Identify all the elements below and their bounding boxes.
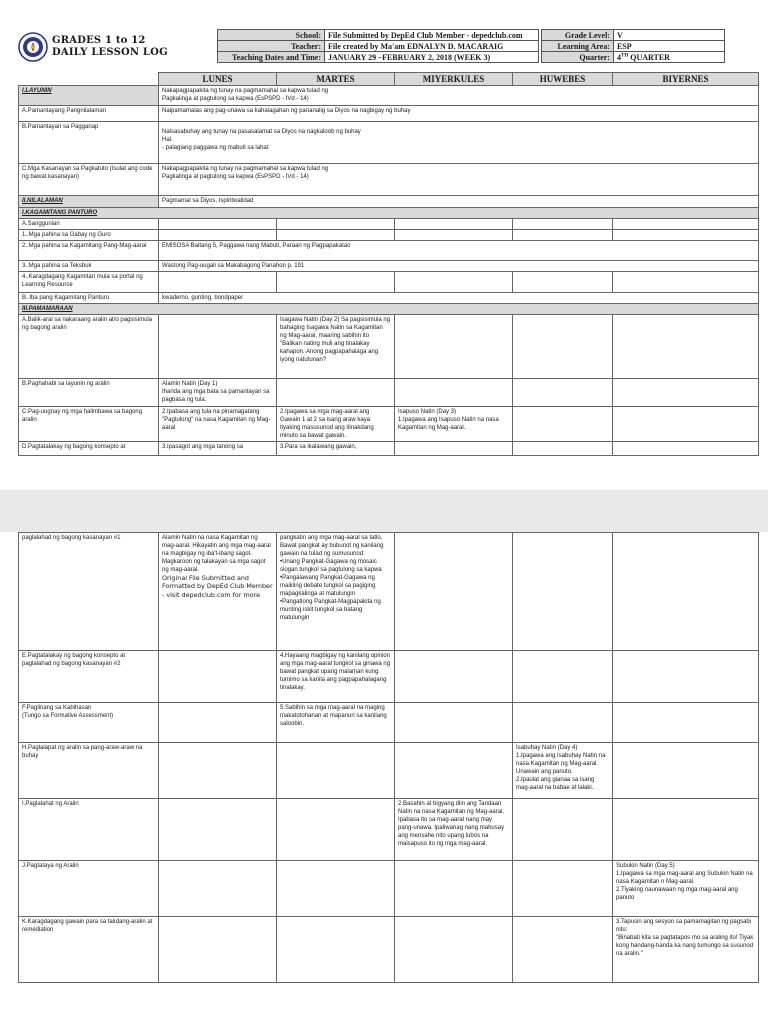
table-row <box>19 219 759 230</box>
pamantayan-sa-pagganap-text: Naisasabuhay ang tunay na pasasalamat sa Diyos na nagkaloob ng buhay Hal. - palagiang paggawa ng mabuti sa lahat <box>159 122 759 164</box>
pagtatalakay-1-lunes: 3.Ipasagot ang mga tanong sa <box>159 442 277 456</box>
pagtatalakay-2-martes: 4.Hayaang magbigay ng kanilang opinion ang mga mag-aaral tungkol sa ginawa ng bawat pangkat upang malaman kung tumimo sa kanila ang pagpapahalagang tinalakay. <box>277 651 395 703</box>
nilalaman-text: Pagmamal sa Diyos, Ispiritwalidad <box>159 196 759 208</box>
sponsor-notice: Original File Submitted and Formatted by DepEd Club Member - visit depedclub.com for more <box>162 574 273 599</box>
teacher-value: File created by Ma'am EDNALYN D. MACARAIG <box>325 41 539 52</box>
pagtataya-biyernes: Subukin Natin (Day 5) 1.Ipagawa sa mga mag-aaral ang Subukin Natin na nasa Kagamitan n Mag-aaral. 2.Tiyaking naunawaan ng mga mag-aaral ang panuto <box>613 861 759 917</box>
row-label-pagtatalakay-2: E.Pagtatalakay ng bagong konsepto at paglalahad ng bagong kasanayan #2 <box>19 651 159 703</box>
row-label-pagtatalakay-1: D.Pagtatalakay ng bagong konsepto at <box>19 442 159 456</box>
row-label-paglalahad-1: paglalahad ng bagong kasanayan #1 <box>19 533 159 651</box>
table-row <box>19 533 759 651</box>
table-row <box>19 917 759 983</box>
school-value: File Submitted by DepEd Club Member - depedclub.com <box>325 30 539 41</box>
page-one <box>0 0 768 490</box>
quarter-suffix: QUARTER <box>628 52 670 62</box>
pag-uugnay-lunes: 2.Ipabasa ang tula na pinamagatang "Pagtulong" na nasa Kagamitan ng Mag-aaral <box>159 407 277 442</box>
row-label-teksbuk: 3..Mga pahina sa Teksbuk <box>19 261 159 272</box>
lesson-log-table-page-1 <box>18 72 759 456</box>
table-row <box>19 122 759 164</box>
section-nilalaman: II.NILALAMAN <box>19 196 159 208</box>
table-row <box>19 379 759 407</box>
row-label-balik-aral: A.Balik-aral sa nakaraang aralin at/o pagsisimula ng bagong aralin <box>19 315 159 379</box>
pamantayang-pangnilalaman-text: Naipamamalas ang pag-unawa sa kahalagahan ng pananalig sa Diyos na nagbigay ng buhay <box>159 106 759 122</box>
lesson-log-table-page-2 <box>18 532 759 983</box>
row-label-pamantayang-pangnilalaman: A.Pamantayang Pangnilalaman <box>19 106 159 122</box>
row-label-paglinang: F.Paglinang sa Kabihasan (Tungo sa Formative Assessment) <box>19 703 159 743</box>
row-label-gabay-ng-guro: 1..Mga pahina sa Gabay ng Guro <box>19 230 159 241</box>
table-row <box>19 208 759 219</box>
dates-label: Teaching Dates and Time: <box>218 52 325 63</box>
paglalahad-1-lunes-text: Alamin Natin na nasa Kagamitan ng mag-aaral. Hikayatin ang mga mag-aaral na magbigay ng iba't-ibang sagot. Magkaroon ng talakayan sa mga sagot ng mag-aaral. <box>162 535 271 573</box>
day-header-miyerkules: MIYERKULES <box>395 73 513 86</box>
learning-area-label: Learning Area: <box>542 41 614 52</box>
pag-uugnay-martes: 2.Ipagawa sa mga mag-aaral ang Gawain 1 at 2 sa isang araw kaya tiyaking masusunod ang itinakdang minuto sa bawat gawain. <box>277 407 395 442</box>
section-kagamitang-panturo: I.KAGAMITANG PANTURO <box>19 208 759 219</box>
balik-aral-martes: Isagawa Natin (Day 2) Sa pagsisimula ng bahaging Isagawa Natin sa Kagamitan ng Mag-aaral, maaring sabihin ito "Balikan nating muli ang tinalakay kahapon. Anong pagpapahalaga ang iyong natutunan? <box>277 315 395 379</box>
row-label-kasanayan-sa-pagkatuto: C.Mga Kasanayan sa Pagkatuto (Isulat ang code ng bawat kasanayan) <box>19 164 159 196</box>
title-line-1: GRADES 1 to 12 <box>52 35 146 46</box>
deped-seal-icon <box>18 32 48 62</box>
pag-uugnay-miyerkules: Isapuso Natin (Day 3) 1.Ipagawa ang Isapuso Natin na nasa Kagamitan ng Mag-aaral. <box>395 407 513 442</box>
day-header-huwebes: HUWEBES <box>513 73 613 86</box>
table-row <box>19 196 759 208</box>
karagdagang-gawain-biyernes: 3.Tapusin ang sesyon sa pamamagitan ng pagsabi nito: "Binabati kita sa pagtatapos mo sa araling ito! Tiyak kong handang-handa ka nang tumungo sa susunod na aralin." <box>613 917 759 983</box>
row-label-kagamitang-pang-mag-aaral: 2..Mga pahina sa Kagamitang Pang-Mag-aaral <box>19 241 159 261</box>
teksbuk-text: Wastong Pag-uugali sa Makabagong Panahon p. 191 <box>159 261 759 272</box>
table-row <box>19 799 759 861</box>
paglalahat-miyerkules: 2.Basahin at bigyang diin ang Tandaan Natin na nasa Kagamitan ng Mag-aaral. Ipabasa ito sa mag-aaral nang may pang-unawa. Ipaliwanag nang mahusay ang mensahe nito upang lubos na maisapuso ito ng mga mag-aaral. <box>395 799 513 861</box>
table-row <box>19 442 759 456</box>
kasanayan-sa-pagkatuto-text: Nakapagpapakita ng tunay na pagmamahal sa kapwa tulad ng Pagkalinga at pagtulong sa kapwa (EsPSPD - IVd - 14) <box>159 164 759 196</box>
title-line-2: DAILY LESSON LOG <box>52 47 168 58</box>
table-row <box>19 241 759 261</box>
quarter-superscript: TH <box>621 52 629 58</box>
section-layunin: I.LAYUNIN <box>19 86 159 106</box>
row-label-karagdagang-gawain: K.Karagdagang gawain para sa takdang-aralin at remediation <box>19 917 159 983</box>
table-row <box>19 304 759 315</box>
paghahabi-lunes: Alamin Natin (Day 1) Ihanda ang mga bata sa pamantayan sa pagbasa ng tula. <box>159 379 277 407</box>
school-label: School: <box>218 30 325 41</box>
table-row <box>19 86 759 106</box>
day-header-biyernes: BIYERNES <box>613 73 759 86</box>
row-label-learning-resource: 4..Karagdagang Kagamitan mula sa portal ng Learning Resource <box>19 272 159 293</box>
quarter-value <box>614 52 725 63</box>
table-row <box>19 703 759 743</box>
table-row <box>19 272 759 293</box>
row-label-pamantayan-sa-pagganap: B.Pamantayan sa Pagganap <box>19 122 159 164</box>
day-header-martes: MARTES <box>277 73 395 86</box>
table-row <box>19 861 759 917</box>
iba-pang-kagamitan-text: kwaderno, gunting, bondpaper <box>159 293 759 304</box>
page-gap <box>0 490 768 532</box>
table-row <box>19 407 759 442</box>
table-row <box>19 293 759 304</box>
row-label-paglalahat: I.Paglalahat ng Aralin <box>19 799 159 861</box>
page-two <box>0 532 768 1024</box>
table-row <box>19 315 759 379</box>
section-pamamaraan: III.PAMAMARAAN <box>19 304 759 315</box>
quarter-label: Quarter: <box>542 52 614 63</box>
table-row <box>19 230 759 241</box>
kagamitang-pang-mag-aaral-text: EMISOSA Baitang 5, Paggawa nang Mabuti, Paraan ng Pagpapakatao <box>159 241 759 261</box>
day-header-lunes: LUNES <box>159 73 277 86</box>
info-table <box>217 29 725 63</box>
table-row <box>19 164 759 196</box>
row-label-iba-pang-kagamitan: B..Iba pang Kagamitang Panturo <box>19 293 159 304</box>
table-row <box>19 261 759 272</box>
pagtatalakay-1-martes: 3.Para sa ikalawang gawain, <box>277 442 395 456</box>
teacher-label: Teacher: <box>218 41 325 52</box>
row-label-paghahabi: B.Paghahabi sa layunin ng aralin <box>19 379 159 407</box>
learning-area-value: ESP <box>614 41 725 52</box>
paglalahad-1-martes: pangkatin ang mga mag-aaral sa tatlo. Bawat pangkat ay bubunot ng kanilang gawain na tulad ng sumusunod: •Unang Pangkat-Gagawa ng mosaic slogan tungkol sa pagtulong sa kapwa •Pangalawang Pangkat-Gagawa ng maikling debate tungkol sa pagiging mapagkalinga at matulungin •Pangatlong Pangkat-Magpapakita ng munting iskit tungkol sa batang matulungin <box>277 533 395 651</box>
grade-level-label: Grade Level: <box>542 30 614 41</box>
document-title <box>52 35 168 59</box>
paglalapat-huwebes: Isabuhay Natin (Day 4) 1.Ipagawa ang Isabuhay Natin na nasa Kagamitan ng Mag-aaral. Unawain ang panuto. 2.Ipaulat ang gianaa sa isang mag-aaral na babae at lalaki. <box>513 743 613 799</box>
layunin-text: Nakapagpapakita ng tunay na pagmamahal sa kapwa tulad ng Pagkalinga at pagtulong sa kapwa (EsPSPD - IVd - 14) <box>159 86 759 106</box>
document-header <box>18 29 758 65</box>
row-label-sanggunian: A.Sanggunian <box>19 219 159 230</box>
table-row <box>19 106 759 122</box>
row-label-pag-uugnay: C.Pag-uugnay ng mga halimbawa sa bagong aralin <box>19 407 159 442</box>
quarter-number: 4 <box>617 52 621 62</box>
table-row <box>19 743 759 799</box>
row-label-pagtataya: J.Pagtataya ng Aralin <box>19 861 159 917</box>
dates-value: JANUARY 29 –FEBRUARY 2, 2018 (WEEK 3) <box>325 52 539 63</box>
grade-level-value: V <box>614 30 725 41</box>
paglinang-martes: 5.Sabihin sa mga mag-aaral na maging makatotohanan at mapanuri sa kanilang saloobin. <box>277 703 395 743</box>
day-header-row <box>19 73 759 86</box>
table-row <box>19 651 759 703</box>
paglalahad-1-lunes <box>159 533 277 651</box>
row-label-paglalapat: H.Paglalapat ng aralin sa pang-araw-araw na buhay <box>19 743 159 799</box>
